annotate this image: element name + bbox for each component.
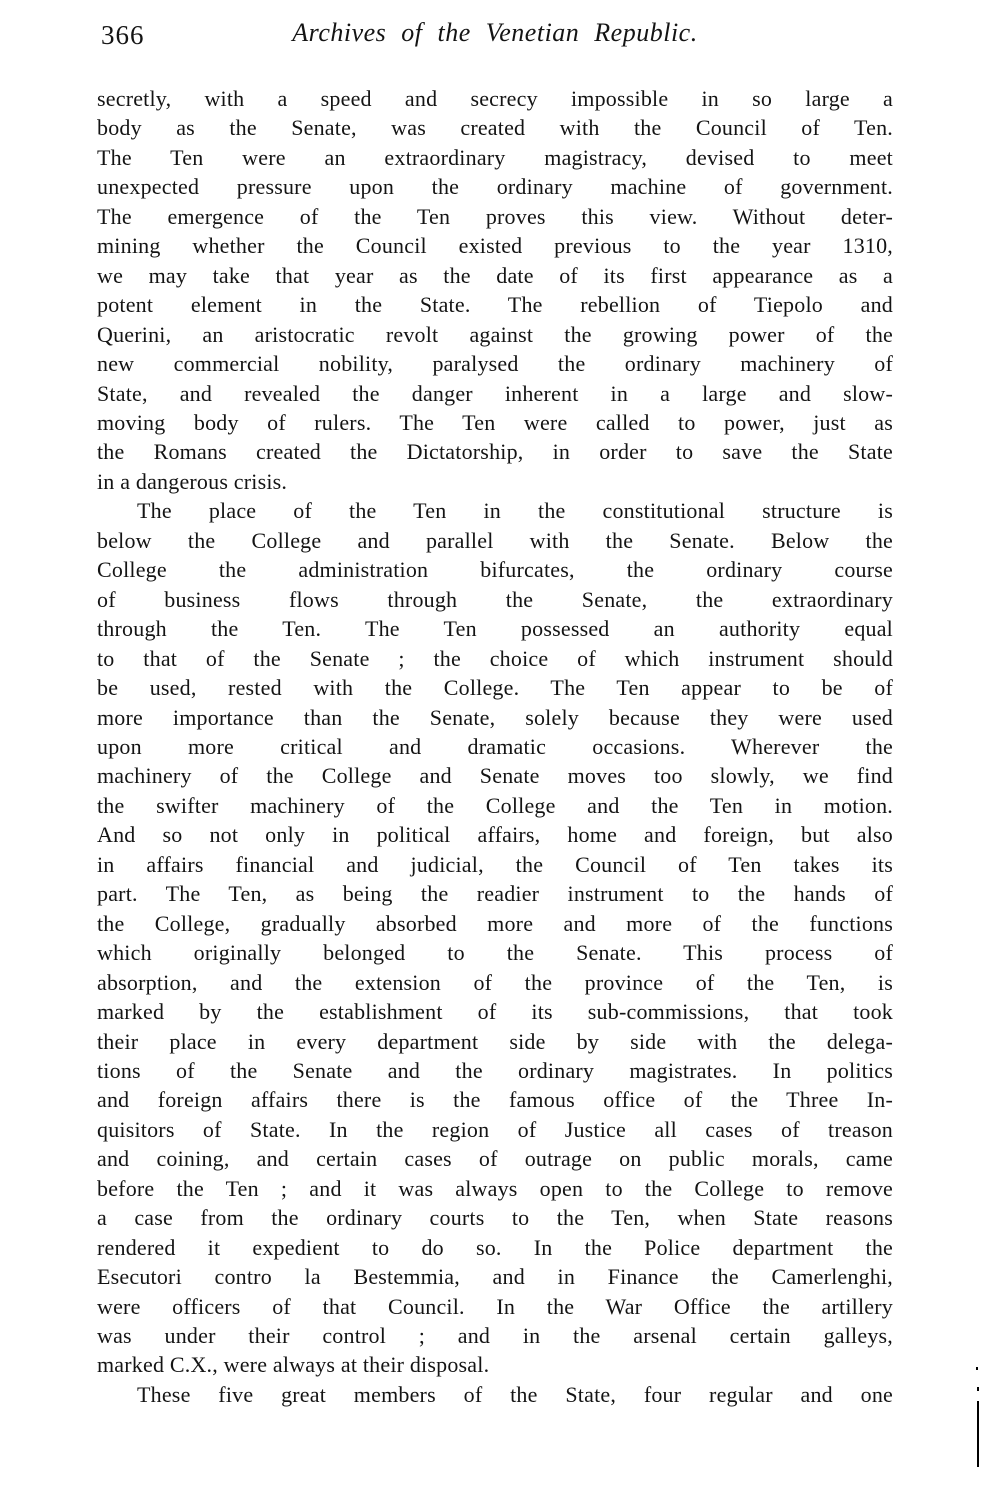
scan-edge-artifact [977,1401,979,1467]
text-line: These five great members of the State, four regular and one [137,1381,893,1407]
running-title: Archives of the Venetian Republic. [292,18,698,47]
text-line: part. The Ten, as being the readier instrument to the hands of [97,881,893,907]
text-line: moving body of rulers. The Ten were called to power, just as [97,409,893,435]
text-line: body as the Senate, was created with the Council of Ten. [97,115,893,141]
page-number: 366 [101,20,145,50]
paragraph [97,496,893,1380]
text-line: The place of the Ten in the constitutional structure is [137,498,893,524]
text-line: was under their control ; and in the arsenal certain galleys, [97,1323,893,1349]
text-line: a case from the ordinary courts to the Ten, when State reasons [97,1205,893,1231]
text-line: marked by the establishment of its sub-commissions, that took [97,999,893,1025]
text-line: mining whether the Council existed previous to the year 1310, [97,233,893,259]
text-line: College the administration bifurcates, the ordinary course [97,557,893,583]
text-line: and coining, and certain cases of outrage on public morals, came [97,1146,893,1172]
text-line: tions of the Senate and the ordinary magistrates. In politics [97,1057,893,1083]
text-line: the Romans created the Dictatorship, in order to save the State [97,439,893,465]
text-line: unexpected pressure upon the ordinary machine of government. [97,174,893,200]
page-header [97,18,893,52]
text-line: and foreign affairs there is the famous office of the Three In- [97,1087,893,1113]
paragraph [97,84,893,496]
text-line: secretly, with a speed and secrecy impossible in so large a [97,86,893,111]
text-line: more importance than the Senate, solely because they were used [97,704,893,730]
text-line: their place in every department side by side with the delega- [97,1028,893,1054]
text-line: The emergence of the Ten proves this view. Without deter- [97,203,893,229]
text-line: Querini, an aristocratic revolt against the growing power of the [97,321,893,347]
text-line: State, and revealed the danger inherent in a large and slow- [97,380,893,406]
text-line: new commercial nobility, paralysed the ordinary machinery of [97,351,893,377]
text-line: to that of the Senate ; the choice of which instrument should [97,645,893,671]
text-line: rendered it expedient to do so. In the Police department the [97,1234,893,1260]
text-line: of business flows through the Senate, the extraordinary [97,586,893,612]
text-line: the swifter machinery of the College and the Ten in motion. [97,792,893,818]
text-line: in a dangerous crisis. [97,468,288,494]
text-line: marked C.X., were always at their disposal. [97,1352,490,1378]
text-line: potent element in the State. The rebellion of Tiepolo and [97,292,893,318]
text-line: we may take that year as the date of its first appearance as a [97,262,893,288]
text-line: The Ten were an extraordinary magistracy, devised to meet [97,144,893,170]
text-line: absorption, and the extension of the province of the Ten, is [97,969,893,995]
text-line: quisitors of State. In the region of Justice all cases of treason [97,1116,893,1142]
text-line: which originally belonged to the Senate. This process of [97,940,893,966]
text-line: before the Ten ; and it was always open to the College to remove [97,1175,893,1201]
page-body [97,84,893,1409]
text-line: below the College and parallel with the Senate. Below the [97,527,893,553]
text-line: machinery of the College and Senate moves too slowly, we find [97,763,893,789]
paragraph [97,1380,893,1409]
text-line: And so not only in political affairs, home and foreign, but also [97,822,893,848]
text-line: be used, rested with the College. The Ten appear to be of [97,675,893,701]
text-line: upon more critical and dramatic occasions. Wherever the [97,733,893,759]
text-line: were officers of that Council. In the War Office the artillery [97,1293,893,1319]
text-line: through the Ten. The Ten possessed an authority equal [97,616,893,642]
text-line: Esecutori contro la Bestemmia, and in Finance the Camerlenghi, [97,1264,893,1290]
text-line: the College, gradually absorbed more and more of the functions [97,910,893,936]
text-line: in affairs financial and judicial, the Council of Ten takes its [97,851,893,877]
